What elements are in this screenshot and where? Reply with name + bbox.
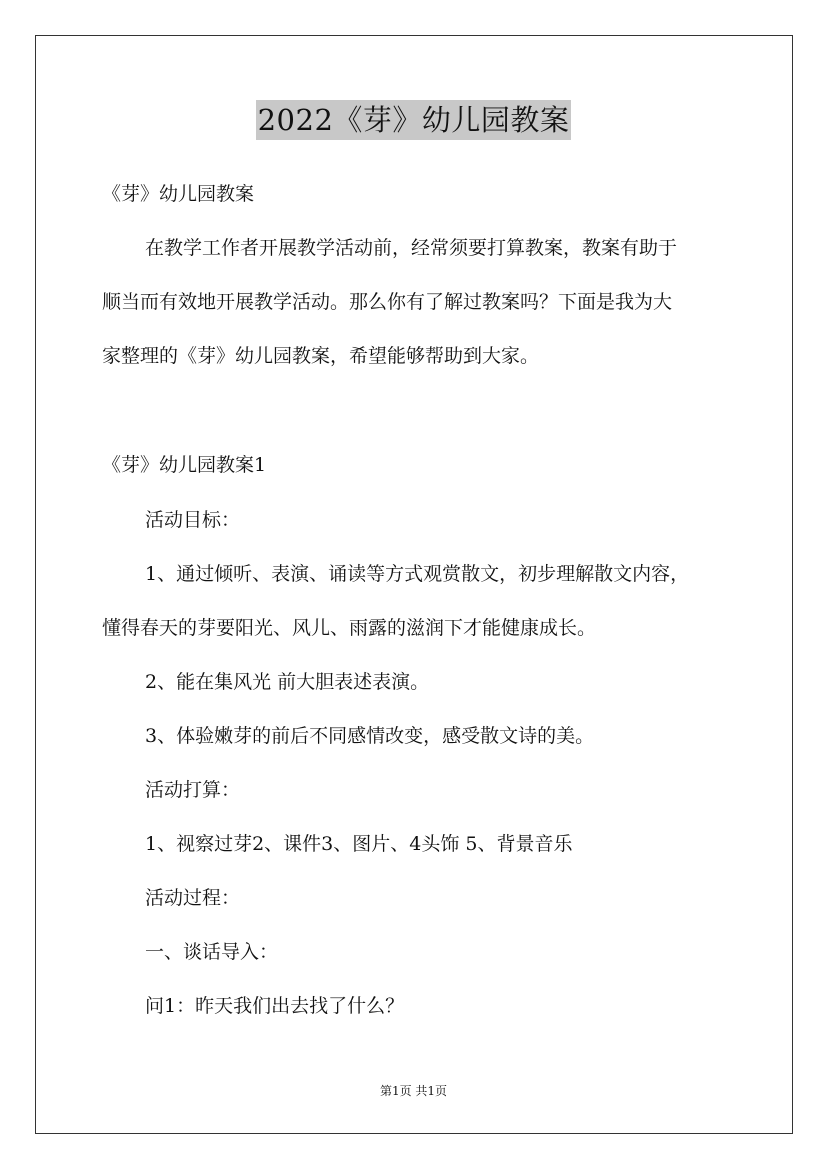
document-title: 2022《芽》幼儿园教案 xyxy=(256,100,572,140)
intro-line-2: 顺当而有效地开展教学活动。那么你有了解过教案吗？下面是我为大 xyxy=(102,291,673,313)
section-title: 《芽》幼儿园教案1 xyxy=(102,454,267,476)
body-line: 活动目标： xyxy=(145,509,241,531)
body-line: 3、体验嫩芽的前后不同感情改变，感受散文诗的美。 xyxy=(145,725,595,747)
body-line: 1、视察过芽2、课件3、图片、4头饰 5、背景音乐 xyxy=(145,833,573,855)
body-line: 懂得春天的芽要阳光、风儿、雨露的滋润下才能健康成长。 xyxy=(102,617,597,639)
body-line: 1、通过倾听、表演、诵读等方式观赏散文，初步理解散文内容， xyxy=(145,563,690,585)
body-line: 一、谈话导入： xyxy=(145,941,279,963)
body-line: 活动过程： xyxy=(145,887,241,909)
title-container xyxy=(0,100,827,140)
intro-line-3: 家整理的《芽》幼儿园教案，希望能够帮助到大家。 xyxy=(102,345,540,367)
body-line: 2、能在集风光 前大胆表述表演。 xyxy=(145,671,430,693)
body-line: 问1：昨天我们出去找了什么？ xyxy=(145,995,405,1017)
body-line: 活动打算： xyxy=(145,779,241,801)
page-footer: 第1页 共1页 xyxy=(379,1084,448,1098)
document-subtitle: 《芽》幼儿园教案 xyxy=(102,183,255,205)
intro-line-1: 在教学工作者开展教学活动前，经常须要打算教案，教案有助于 xyxy=(145,237,678,259)
